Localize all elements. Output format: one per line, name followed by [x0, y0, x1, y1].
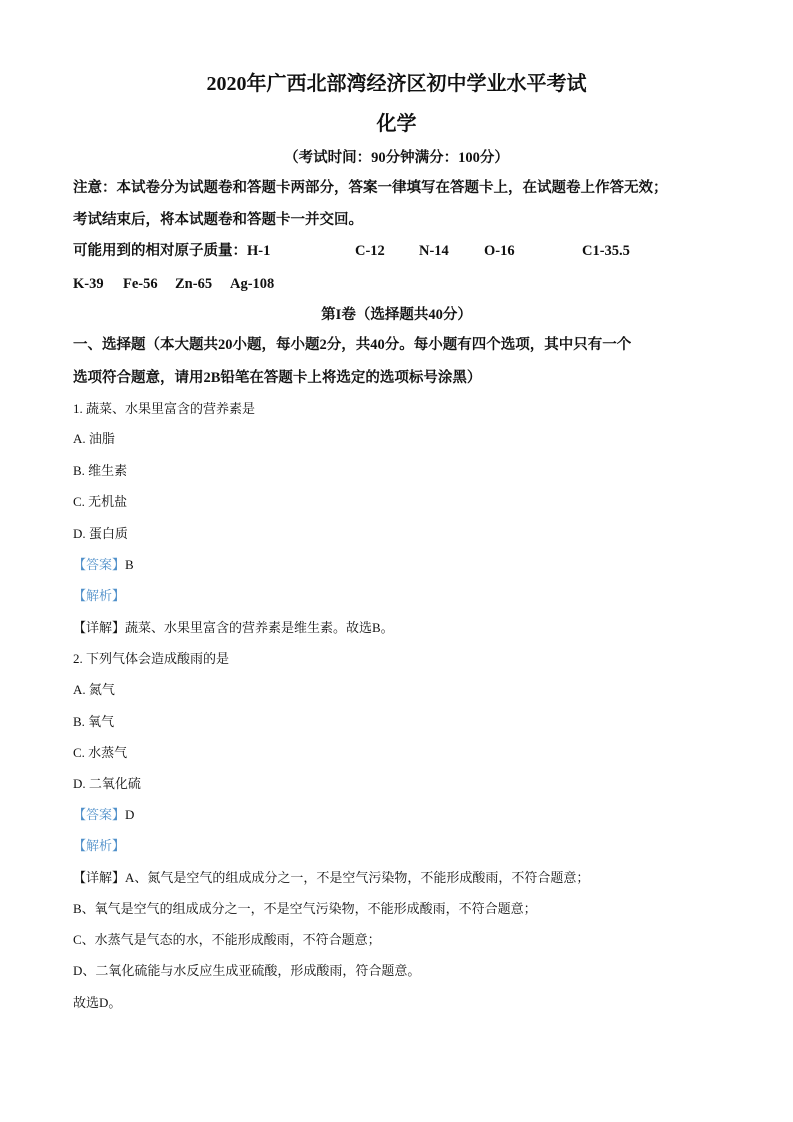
- question-option: A. 油脂: [73, 431, 115, 446]
- detail-text: D、二氧化硫能与水反应生成亚硫酸，形成酸雨，符合题意。: [73, 963, 421, 978]
- atomic-mass: Zn-65: [175, 276, 213, 292]
- answer-line: [73, 557, 134, 573]
- section-title: 第I卷（选择题共40分）: [321, 307, 472, 323]
- answer-tag: 【答案】: [73, 557, 126, 572]
- detail-tag: 【详解】: [73, 870, 126, 885]
- detail-tag: 【详解】: [73, 620, 126, 635]
- atomic-mass: O-16: [484, 243, 515, 259]
- atomic-mass: Fe-56: [123, 276, 158, 292]
- atomic-mass: Ag-108: [230, 276, 275, 292]
- atomic-mass: N-14: [419, 243, 449, 259]
- detail-text: C、水蒸气是气态的水，不能形成酸雨，不符合题意；: [73, 932, 381, 947]
- atomic-mass: C-12: [355, 243, 385, 259]
- analysis-tag: 【解析】: [73, 588, 126, 603]
- question-option: D. 蛋白质: [73, 526, 128, 541]
- question-option: C. 水蒸气: [73, 745, 128, 760]
- answer-value: D: [125, 807, 135, 822]
- notice-line-1: 注意：本试卷分为试题卷和答题卡两部分，答案一律填写在答题卡上，在试题卷上作答无效；: [73, 180, 668, 196]
- answer-tag: 【答案】: [73, 807, 126, 822]
- question-option: C. 无机盐: [73, 494, 128, 509]
- detail-text: 蔬菜、水果里富含的营养素是维生素。故选B。: [125, 620, 394, 635]
- atomic-mass: C1-35.5: [582, 243, 630, 259]
- exam-info: （考试时间：90分钟满分：100分）: [284, 150, 509, 166]
- analysis-tag: 【解析】: [73, 838, 126, 853]
- atomic-mass-row-2: [73, 276, 275, 292]
- atomic-mass: K-39: [73, 276, 104, 292]
- question-option: B. 维生素: [73, 463, 128, 478]
- question-option: A. 氮气: [73, 682, 115, 697]
- question-option: B. 氧气: [73, 714, 115, 729]
- detail-text: 故选D。: [73, 995, 122, 1010]
- detail-text: A、氮气是空气的组成成分之一，不是空气污染物，不能形成酸雨，不符合题意；: [125, 870, 590, 885]
- question-option: D. 二氧化硫: [73, 776, 141, 791]
- section-instructions-2: 选项符合题意，请用2B铅笔在答题卡上将选定的选项标号涂黑）: [73, 370, 482, 386]
- doc-title: 2020年广西北部湾经济区初中学业水平考试: [206, 73, 587, 95]
- doc-subject: 化学: [376, 113, 417, 135]
- answer-value: B: [125, 557, 134, 572]
- answer-line: [73, 807, 134, 823]
- notice-line-2: 考试结束后，将本试题卷和答题卡一并交回。: [73, 212, 363, 228]
- section-instructions-1: 一、选择题（本大题共20小题，每小题2分，共40分。每小题有四个选项，其中只有一个: [73, 337, 632, 353]
- detail-line: [73, 870, 589, 886]
- question-stem: 1. 蔬菜、水果里富含的营养素是: [73, 401, 256, 416]
- atomic-mass-row-1: [73, 243, 630, 259]
- atomic-mass: H-1: [247, 243, 271, 259]
- detail-text: B、氧气是空气的组成成分之一，不是空气污染物，不能形成酸雨，不符合题意；: [73, 901, 537, 916]
- question-stem: 2. 下列气体会造成酸雨的是: [73, 651, 230, 666]
- detail-line: [73, 620, 394, 636]
- atomic-mass-label: 可能用到的相对原子质量：: [73, 243, 247, 259]
